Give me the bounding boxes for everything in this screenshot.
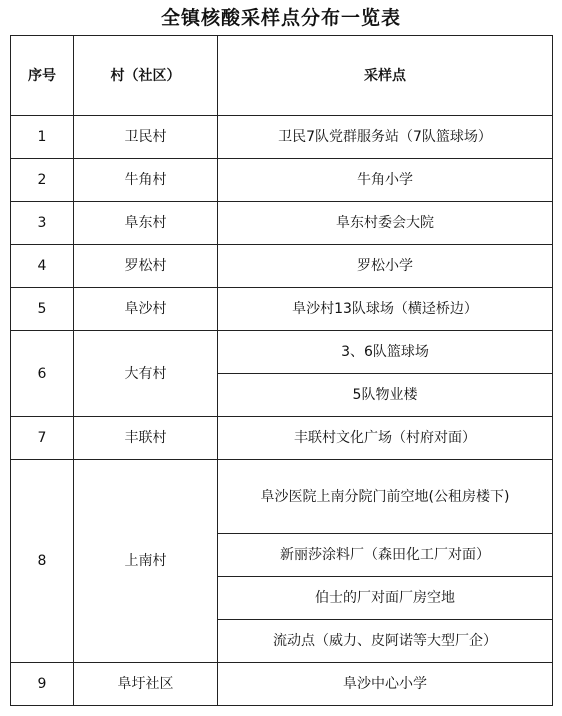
row-village: 牛角村 [74, 159, 218, 202]
row-no: 4 [11, 245, 74, 288]
table-header-row [11, 36, 553, 116]
header-no: 序号 [11, 36, 74, 116]
table-row [11, 331, 553, 374]
row-village: 卫民村 [74, 116, 218, 159]
row-no: 2 [11, 159, 74, 202]
row-site: 卫民7队党群服务站（7队篮球场） [218, 116, 553, 159]
row-no: 7 [11, 417, 74, 460]
header-site: 采样点 [218, 36, 553, 116]
table-row [11, 245, 553, 288]
row-village: 大有村 [74, 331, 218, 417]
row-site: 丰联村文化广场（村府对面） [218, 417, 553, 460]
row-site: 阜沙中心小学 [218, 663, 553, 706]
row-no: 1 [11, 116, 74, 159]
table-row [11, 159, 553, 202]
table-row [11, 202, 553, 245]
row-no: 3 [11, 202, 74, 245]
row-site: 阜沙医院上南分院门前空地(公租房楼下) [218, 460, 553, 534]
row-village: 阜东村 [74, 202, 218, 245]
row-village: 罗松村 [74, 245, 218, 288]
row-site: 3、6队篮球场 [218, 331, 553, 374]
table-row [11, 116, 553, 159]
row-no: 5 [11, 288, 74, 331]
row-site: 伯士的厂对面厂房空地 [218, 577, 553, 620]
row-site: 罗松小学 [218, 245, 553, 288]
row-site: 牛角小学 [218, 159, 553, 202]
row-village: 阜圩社区 [74, 663, 218, 706]
table-row [11, 417, 553, 460]
row-no: 8 [11, 460, 74, 663]
header-village: 村（社区） [74, 36, 218, 116]
row-site: 阜沙村13队球场（横迳桥边） [218, 288, 553, 331]
row-no: 9 [11, 663, 74, 706]
row-site: 新丽莎涂料厂（森田化工厂对面） [218, 534, 553, 577]
row-village: 上南村 [74, 460, 218, 663]
table-row [11, 663, 553, 706]
sampling-sites-table [10, 35, 553, 706]
row-site: 5队物业楼 [218, 374, 553, 417]
row-site: 流动点（威力、皮阿诺等大型厂企） [218, 620, 553, 663]
page-title: 全镇核酸采样点分布一览表 [160, 7, 401, 29]
row-village: 阜沙村 [74, 288, 218, 331]
table-row [11, 288, 553, 331]
row-no: 6 [11, 331, 74, 417]
table-row [11, 460, 553, 534]
row-site: 阜东村委会大院 [218, 202, 553, 245]
row-village: 丰联村 [74, 417, 218, 460]
